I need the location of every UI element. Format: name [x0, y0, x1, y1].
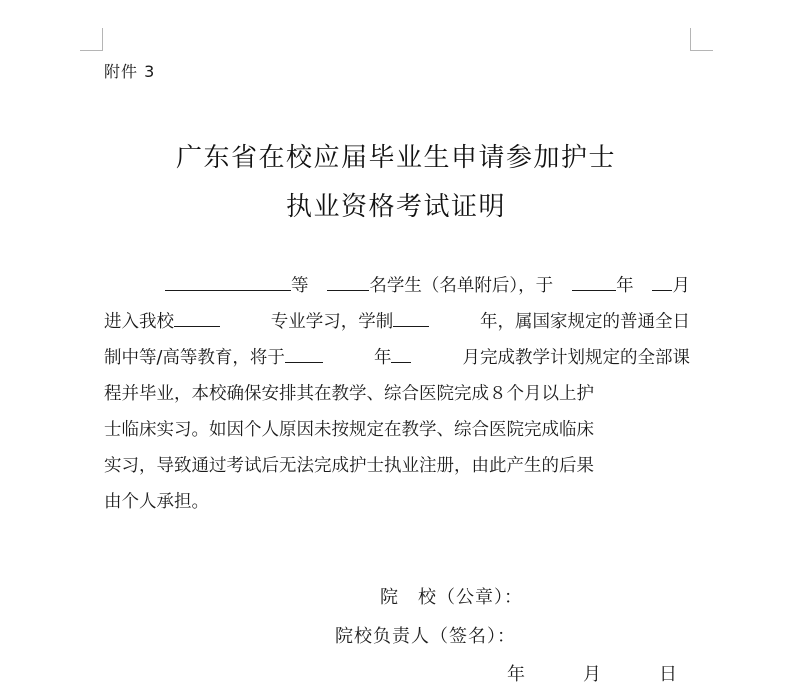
- blank-major: [174, 306, 220, 327]
- body-line: 程并毕业，本校确保安排其在教学、综合医院完成８个月以上护: [104, 384, 594, 404]
- body-line: [104, 268, 690, 304]
- crop-mark-top-left: [80, 28, 103, 51]
- body-line: [104, 304, 690, 340]
- body-text-segment: 名学生（名单附后），于: [369, 276, 554, 296]
- blank-names: [165, 270, 291, 291]
- body-text-segment: 月完成教学计划规定的全部课: [462, 348, 690, 368]
- body-text-segment: 进入我校: [104, 312, 174, 332]
- body-text-segment: 等: [291, 276, 309, 296]
- document-title-line-2: 执业资格考试证明: [285, 192, 506, 222]
- attachment-label: 附件 3: [104, 62, 156, 81]
- body-text-segment: 专业学习，学制: [270, 312, 394, 332]
- date-line: 年 月 日: [507, 664, 678, 685]
- body-text-segment: 年，属国家规定的普通全日: [480, 312, 690, 332]
- blank-grad-year: [285, 342, 323, 363]
- body-text: [104, 268, 690, 520]
- crop-mark-top-right: [690, 28, 713, 51]
- blank-duration: [393, 306, 429, 327]
- body-text-segment: 年: [616, 276, 634, 296]
- responsible-signature-line: 院校负责人（签名）：: [335, 626, 516, 647]
- school-seal-line: 院 校（公章）：: [380, 587, 523, 608]
- blank-count: [327, 270, 369, 291]
- blank-year: [572, 270, 616, 291]
- body-text-segment: 制中等/高等教育，将于: [104, 348, 285, 368]
- body-text-segment: 月: [672, 276, 690, 296]
- body-line: 由个人承担。: [104, 492, 209, 512]
- document-title-line-1: 广东省在校应届毕业生申请参加护士: [175, 143, 616, 173]
- body-line: 士临床实习。如因个人原因未按规定在教学、综合医院完成临床: [104, 420, 594, 440]
- blank-month: [652, 270, 672, 291]
- body-line: 实习，导致通过考试后无法完成护士执业注册，由此产生的后果: [104, 456, 594, 476]
- body-text-segment: 年: [373, 348, 392, 368]
- blank-grad-month: [391, 342, 411, 363]
- body-line: [104, 340, 690, 376]
